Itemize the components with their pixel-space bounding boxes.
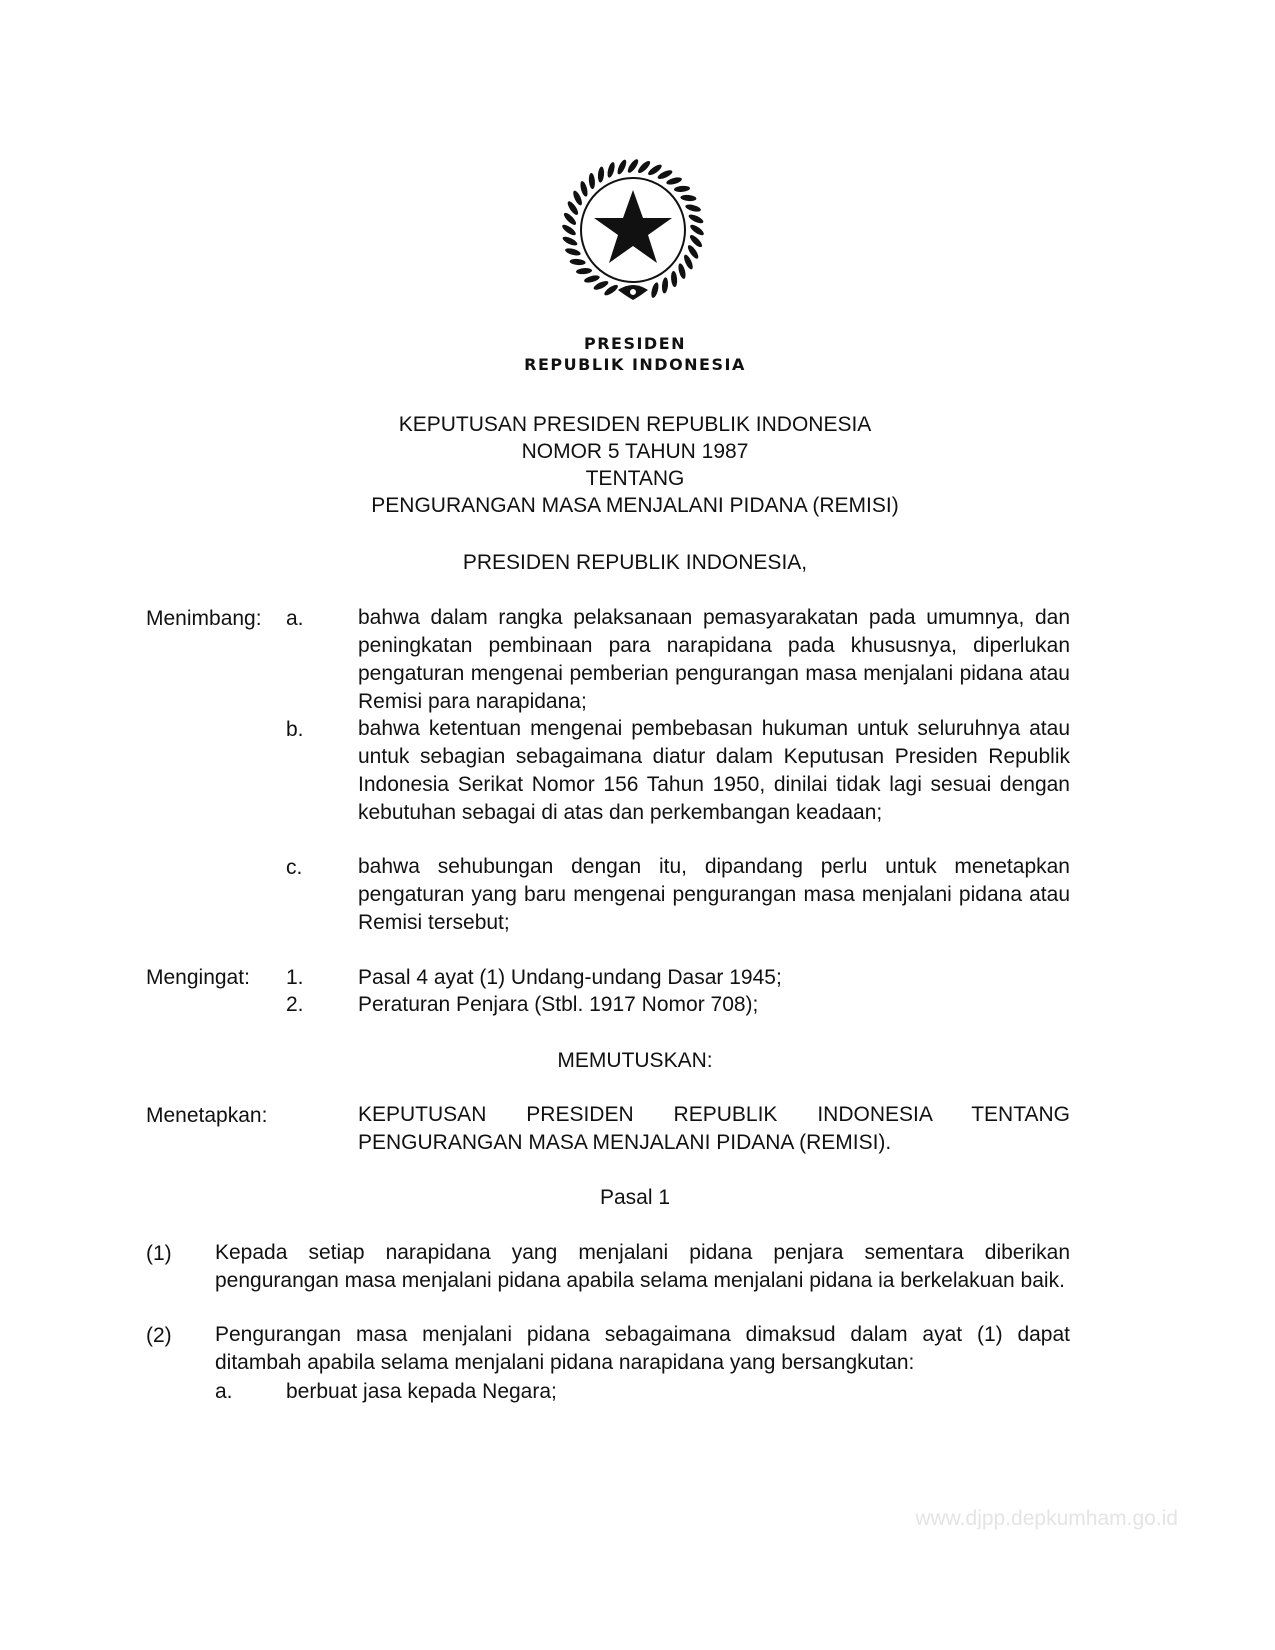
mengingat-marker-2: 2.	[286, 993, 304, 1016]
wreath-leaf	[579, 180, 589, 197]
menimbang-text-b: bahwa ketentuan mengenai pembebasan hukuman untuk seluruhnya atau untuk sebagian sebagaimana diatur dalam Keputusan Presiden Republik Indonesia Serikat Nomor 156 Tahun 1950, dinilai tidak lagi sesuai dengan kebutuhan sebagai di atas dan perkembangan keadaan;	[358, 717, 1070, 824]
wreath-leaf	[670, 271, 677, 287]
mengingat-text-2: Peraturan Penjara (Stbl. 1917 Nomor 708);	[358, 993, 759, 1016]
title-line4: PENGURANGAN MASA MENJALANI PIDANA (REMISI)	[371, 494, 899, 517]
wreath-leaf	[685, 203, 702, 213]
wreath-leaf	[687, 213, 704, 225]
pasal1-marker-1: (1)	[146, 1242, 172, 1265]
pasal1-subitem-text-a: berbuat jasa kepada Negara;	[286, 1380, 557, 1403]
wreath-leaf	[677, 263, 687, 280]
wreath-leaf	[561, 223, 578, 237]
presidential-emblem-icon	[548, 150, 718, 320]
pasal1-heading: Pasal 1	[599, 1186, 671, 1209]
emblem-caption-line2: REPUBLIK INDONESIA	[524, 355, 746, 374]
title-line2: NOMOR 5 TAHUN 1987	[521, 440, 749, 463]
pasal1-text-1: Kepada setiap narapidana yang menjalani pidana penjara sementara diberikan pengurangan masa menjalani pidana apabila selama menjalani pidana ia berkelakuan baik.	[215, 1241, 1070, 1292]
title-line1: KEPUTUSAN PRESIDEN REPUBLIK INDONESIA	[398, 413, 872, 436]
wreath-leaf	[564, 247, 581, 257]
pasal1-marker-2: (2)	[146, 1324, 172, 1347]
menimbang-marker-a: a.	[286, 607, 304, 630]
wreath-leaf	[661, 277, 668, 293]
menimbang-text-a: bahwa dalam rangka pelaksanaan pemasyarakatan pada umumnya, dan peningkatan pembinaan para narapidana pada khususnya, diperlukan pengaturan mengenai pemberian pengurangan masa menjalani pidana atau Remisi para narapidana;	[358, 606, 1070, 713]
pasal1-text-2: Pengurangan masa menjalani pidana sebagaimana dimaksud dalam ayat (1) dapat ditambah apabila selama menjalani pidana narapidana yang bersangkutan:	[215, 1323, 1070, 1374]
wreath-leaf	[626, 158, 640, 175]
menimbang-marker-b: b.	[286, 718, 304, 741]
wreath-leaf	[597, 166, 604, 182]
wreath-leaf	[680, 194, 696, 201]
wreath-leaf	[674, 185, 690, 192]
mengingat-label: Mengingat:	[146, 966, 250, 989]
wreath-leaf	[689, 223, 706, 237]
wreath-leaf	[650, 282, 660, 299]
wreath-leaf	[606, 161, 616, 178]
wreath-leaf	[583, 274, 600, 284]
emblem-caption-line1: PRESIDEN	[583, 334, 687, 353]
menetapkan-text: KEPUTUSAN PRESIDEN REPUBLIK INDONESIA TENTANG PENGURANGAN MASA MENJALANI PIDANA (REMISI).	[358, 1103, 1070, 1154]
menimbang-label: Menimbang:	[146, 607, 262, 630]
title-line3: TENTANG	[585, 467, 685, 490]
wreath-leaf	[588, 173, 595, 189]
wreath-leaf	[576, 267, 592, 274]
mengingat-text-1: Pasal 4 ayat (1) Undang-undang Dasar 1945;	[358, 966, 782, 989]
wreath-leaf	[561, 235, 578, 247]
president-line: PRESIDEN REPUBLIK INDONESIA,	[462, 551, 808, 574]
emblem-caption	[470, 333, 800, 375]
wreath-leaf	[569, 258, 585, 265]
menetapkan-label: Menetapkan:	[146, 1104, 268, 1127]
memutuskan-heading: MEMUTUSKAN:	[557, 1049, 713, 1072]
pasal1-subitem-marker-a: a.	[215, 1380, 233, 1403]
menimbang-text-c: bahwa sehubungan dengan itu, dipandang perlu untuk menetapkan pengaturan yang baru mengenai pengurangan masa menjalani pidana atau Remisi tersebut;	[358, 855, 1070, 934]
decree-title	[250, 411, 1020, 519]
menimbang-marker-c: c.	[286, 856, 303, 879]
wreath-leaf	[616, 158, 628, 175]
mengingat-marker-1: 1.	[286, 966, 304, 989]
wreath-leaf	[666, 176, 683, 186]
watermark: www.djpp.depkumham.go.id	[915, 1507, 1178, 1530]
